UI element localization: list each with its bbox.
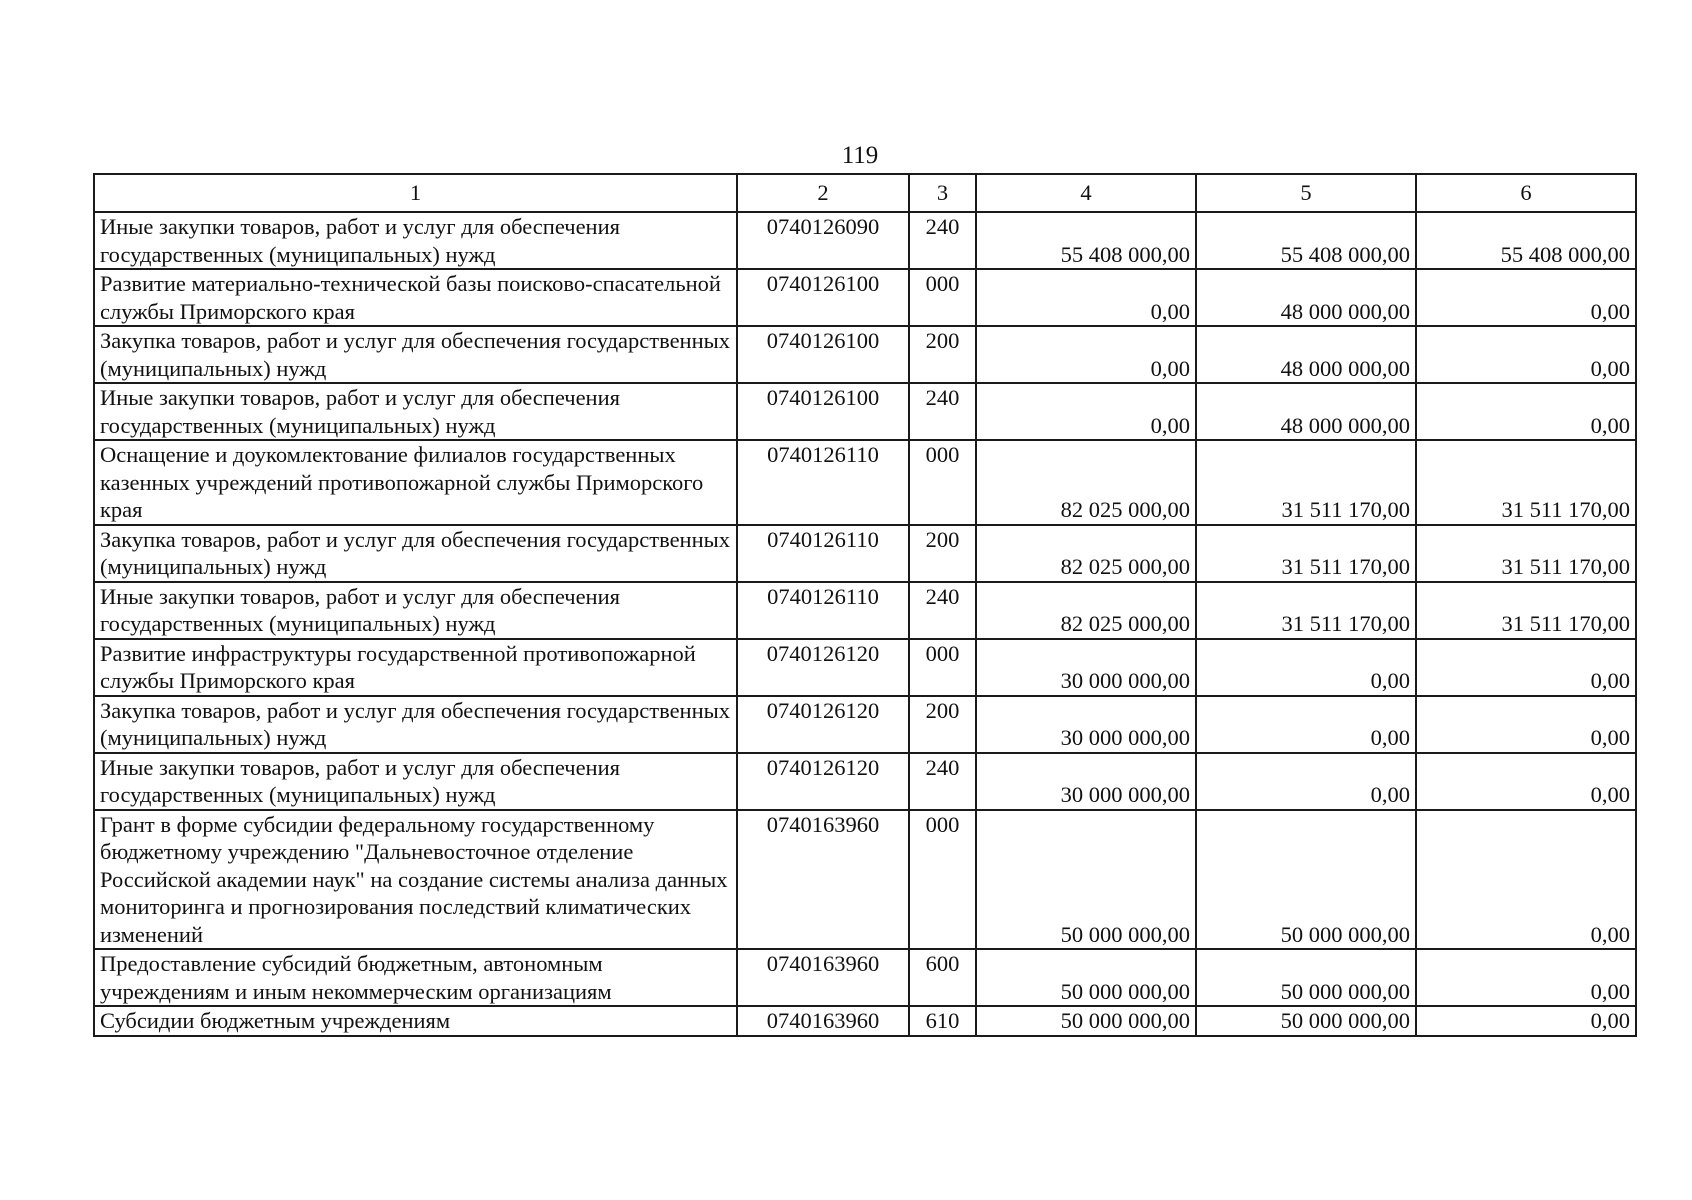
row-amount-col4: 50 000 000,00	[976, 949, 1196, 1006]
row-amount-col5: 31 511 170,00	[1196, 582, 1416, 639]
row-expense-type: 000	[909, 269, 976, 326]
row-amount-col4: 55 408 000,00	[976, 212, 1196, 269]
table-row	[94, 440, 1636, 525]
row-description: Иные закупки товаров, работ и услуг для обеспечения государственных (муниципальных) нужд	[94, 753, 737, 810]
header-col-4: 4	[976, 174, 1196, 212]
row-amount-col5: 48 000 000,00	[1196, 383, 1416, 440]
row-amount-col5: 0,00	[1196, 639, 1416, 696]
table-row	[94, 326, 1636, 383]
row-target-code: 0740163960	[737, 949, 909, 1006]
row-expense-type: 240	[909, 582, 976, 639]
row-target-code: 0740163960	[737, 810, 909, 950]
header-col-6: 6	[1416, 174, 1636, 212]
row-target-code: 0740126090	[737, 212, 909, 269]
row-expense-type: 610	[909, 1006, 976, 1036]
row-amount-col6: 0,00	[1416, 949, 1636, 1006]
row-expense-type: 000	[909, 639, 976, 696]
row-expense-type: 200	[909, 525, 976, 582]
row-amount-col6: 0,00	[1416, 383, 1636, 440]
row-target-code: 0740163960	[737, 1006, 909, 1036]
row-amount-col5: 31 511 170,00	[1196, 440, 1416, 525]
table-row	[94, 525, 1636, 582]
row-amount-col6: 31 511 170,00	[1416, 525, 1636, 582]
header-col-1: 1	[94, 174, 737, 212]
row-amount-col4: 30 000 000,00	[976, 696, 1196, 753]
table-row	[94, 383, 1636, 440]
row-expense-type: 000	[909, 810, 976, 950]
table-row	[94, 810, 1636, 950]
row-target-code: 0740126100	[737, 269, 909, 326]
row-amount-col6: 0,00	[1416, 269, 1636, 326]
row-description: Развитие инфраструктуры государственной противопожарной службы Приморского края	[94, 639, 737, 696]
budget-table	[93, 173, 1637, 1037]
row-amount-col4: 0,00	[976, 326, 1196, 383]
row-expense-type: 000	[909, 440, 976, 525]
row-description: Закупка товаров, работ и услуг для обеспечения государственных (муниципальных) нужд	[94, 696, 737, 753]
row-amount-col5: 31 511 170,00	[1196, 525, 1416, 582]
table-row	[94, 949, 1636, 1006]
table-row	[94, 696, 1636, 753]
row-amount-col5: 50 000 000,00	[1196, 949, 1416, 1006]
row-amount-col6: 31 511 170,00	[1416, 582, 1636, 639]
table-row	[94, 212, 1636, 269]
row-amount-col6: 0,00	[1416, 639, 1636, 696]
row-amount-col5: 0,00	[1196, 696, 1416, 753]
header-col-5: 5	[1196, 174, 1416, 212]
row-amount-col5: 50 000 000,00	[1196, 1006, 1416, 1036]
row-description: Грант в форме субсидии федеральному государственному бюджетному учреждению "Дальневосточное отделение Российской академии наук" на создание системы анализа данных мониторинга и прогнозирования последствий климатических изменений	[94, 810, 737, 950]
row-description: Иные закупки товаров, работ и услуг для обеспечения государственных (муниципальных) нужд	[94, 582, 737, 639]
row-description: Закупка товаров, работ и услуг для обеспечения государственных (муниципальных) нужд	[94, 525, 737, 582]
table-row	[94, 753, 1636, 810]
header-col-3: 3	[909, 174, 976, 212]
header-col-2: 2	[737, 174, 909, 212]
row-expense-type: 200	[909, 696, 976, 753]
row-expense-type: 240	[909, 212, 976, 269]
row-description: Субсидии бюджетным учреждениям	[94, 1006, 737, 1036]
table-row	[94, 1006, 1636, 1036]
row-amount-col5: 48 000 000,00	[1196, 326, 1416, 383]
row-amount-col4: 30 000 000,00	[976, 639, 1196, 696]
row-expense-type: 240	[909, 383, 976, 440]
row-amount-col6: 0,00	[1416, 1006, 1636, 1036]
table-row	[94, 582, 1636, 639]
table-row	[94, 639, 1636, 696]
row-amount-col4: 30 000 000,00	[976, 753, 1196, 810]
row-description: Иные закупки товаров, работ и услуг для обеспечения государственных (муниципальных) нужд	[94, 212, 737, 269]
row-description: Закупка товаров, работ и услуг для обеспечения государственных (муниципальных) нужд	[94, 326, 737, 383]
header-row	[94, 174, 1636, 212]
row-expense-type: 600	[909, 949, 976, 1006]
row-amount-col4: 0,00	[976, 383, 1196, 440]
row-description: Иные закупки товаров, работ и услуг для обеспечения государственных (муниципальных) нужд	[94, 383, 737, 440]
row-amount-col4: 82 025 000,00	[976, 582, 1196, 639]
row-amount-col4: 82 025 000,00	[976, 440, 1196, 525]
row-amount-col5: 50 000 000,00	[1196, 810, 1416, 950]
page-number: 119	[841, 142, 879, 169]
row-amount-col6: 0,00	[1416, 696, 1636, 753]
row-target-code: 0740126110	[737, 440, 909, 525]
row-amount-col4: 50 000 000,00	[976, 1006, 1196, 1036]
row-target-code: 0740126120	[737, 639, 909, 696]
row-amount-col6: 31 511 170,00	[1416, 440, 1636, 525]
row-amount-col5: 0,00	[1196, 753, 1416, 810]
row-expense-type: 240	[909, 753, 976, 810]
row-amount-col6: 0,00	[1416, 810, 1636, 950]
row-amount-col4: 50 000 000,00	[976, 810, 1196, 950]
row-target-code: 0740126110	[737, 525, 909, 582]
row-target-code: 0740126120	[737, 696, 909, 753]
row-target-code: 0740126100	[737, 326, 909, 383]
row-description: Предоставление субсидий бюджетным, автономным учреждениям и иным некоммерческим организациям	[94, 949, 737, 1006]
row-amount-col5: 48 000 000,00	[1196, 269, 1416, 326]
row-amount-col6: 55 408 000,00	[1416, 212, 1636, 269]
row-description: Развитие материально-технической базы поисково-спасательной службы Приморского края	[94, 269, 737, 326]
table-row	[94, 269, 1636, 326]
row-description: Оснащение и доукомлектование филиалов государственных казенных учреждений противопожарной службы Приморского края	[94, 440, 737, 525]
row-amount-col6: 0,00	[1416, 753, 1636, 810]
row-expense-type: 200	[909, 326, 976, 383]
row-amount-col5: 55 408 000,00	[1196, 212, 1416, 269]
row-target-code: 0740126100	[737, 383, 909, 440]
row-target-code: 0740126120	[737, 753, 909, 810]
row-amount-col6: 0,00	[1416, 326, 1636, 383]
row-target-code: 0740126110	[737, 582, 909, 639]
row-amount-col4: 82 025 000,00	[976, 525, 1196, 582]
row-amount-col4: 0,00	[976, 269, 1196, 326]
